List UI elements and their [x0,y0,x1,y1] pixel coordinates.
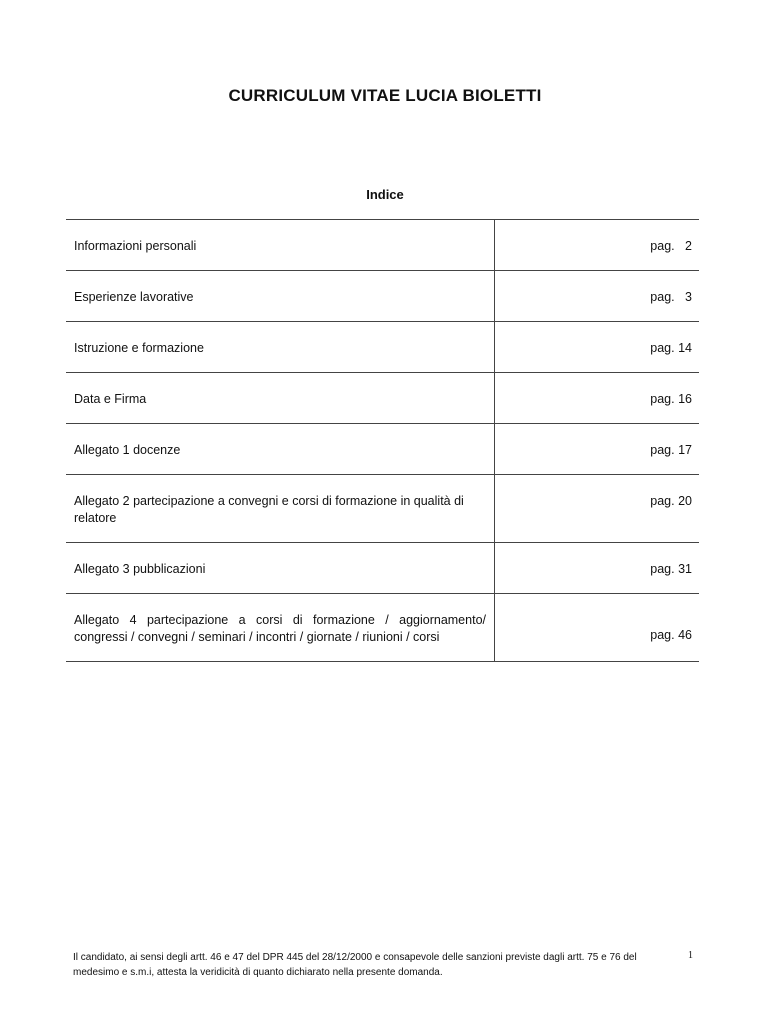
toc-page: pag. 20 [650,494,692,508]
toc-row [66,373,699,424]
toc-label: Allegato 4 partecipazione a corsi di formazione / aggiornamento/ congressi / convegni / seminari / incontri / giornate / riunioni / corsi [66,594,495,661]
toc-row [66,322,699,373]
toc-label: Esperienze lavorative [66,271,495,321]
toc-row [66,271,699,322]
toc-page: pag. 2 [650,239,692,253]
toc-table [66,219,699,662]
toc-row [66,543,699,594]
toc-label: Allegato 3 pubblicazioni [66,543,495,593]
toc-page [495,594,699,661]
page-number: 1 [688,950,693,961]
toc-label: Data e Firma [66,373,495,423]
toc-page: pag. 17 [650,443,692,457]
toc-label: Allegato 1 docenze [66,424,495,474]
toc-label: Allegato 2 partecipazione a convegni e corsi di formazione in qualità di relatore [66,475,495,542]
index-heading: Indice [366,187,404,202]
footer-declaration: Il candidato, ai sensi degli artt. 46 e 47 del DPR 445 del 28/12/2000 e consapevole delle sanzioni previste dagli artt. 75 e 76 del medesimo e s.m.i, attesta la veridicità di quanto dichiarato nella presente domanda. [73,952,637,978]
toc-page: pag. 14 [650,341,692,355]
toc-row [66,475,699,543]
toc-page: pag. 3 [650,290,692,304]
toc-page-value: pag. 46 [650,628,692,642]
document-title: CURRICULUM VITAE LUCIA BIOLETTI [228,86,542,105]
toc-label: Informazioni personali [66,220,495,270]
toc-row [66,220,699,271]
toc-row [66,424,699,475]
toc-page: pag. 16 [650,392,692,406]
toc-label: Istruzione e formazione [66,322,495,372]
toc-page: pag. 31 [650,562,692,576]
toc-row [66,594,699,662]
